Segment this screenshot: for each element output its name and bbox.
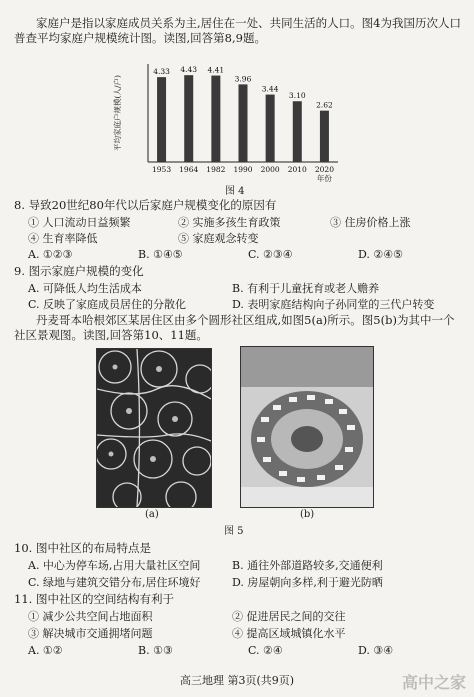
figure-5-caption: 图 5 [224, 526, 244, 537]
bar-1953 [157, 77, 166, 162]
x-tick-label-1982: 1982 [206, 165, 226, 174]
x-tick-label-1964: 1964 [179, 165, 199, 174]
q8-item-5: ⑤ 家庭观念转变 [178, 232, 259, 245]
data-label-2020: 2.62 [316, 100, 333, 110]
q8-choice-d[interactable]: D. ②④⑤ [358, 248, 404, 261]
x-axis-label: 年份 [316, 174, 332, 183]
q10-choice-b[interactable]: B. 通往外部道路较多,交通便利 [232, 559, 383, 572]
data-label-1953: 4.33 [153, 67, 170, 77]
bar-1964 [184, 75, 193, 162]
q11-item-3: ③ 解决城市交通拥堵问题 [28, 627, 153, 640]
figure-5b-landscape-image [240, 346, 374, 508]
q10-choice-d[interactable]: D. 房屋朝向多样,利于避光防晒 [232, 576, 383, 589]
data-label-1982: 4.41 [207, 65, 225, 75]
data-label-1964: 4.43 [180, 65, 198, 75]
bar-2020 [320, 111, 329, 162]
x-tick-label-2020: 2020 [314, 165, 334, 174]
data-label-2010: 3.10 [288, 91, 306, 101]
page-footer: 高三地理 第3页(共9页) [179, 674, 295, 687]
figure-5b-label: (b) [300, 509, 315, 520]
data-label-2000: 3.44 [261, 84, 279, 94]
q10-stem: 10. 图中社区的布局特点是 [14, 541, 151, 555]
figure-5a-label: (a) [145, 509, 159, 520]
q9-choice-b[interactable]: B. 有利于儿童抚育或老人赡养 [232, 282, 380, 295]
figure-5a-aerial-image [96, 348, 212, 508]
q9-choice-d[interactable]: D. 表明家庭结构向子孙同堂的三代户转变 [232, 298, 435, 311]
q11-item-4: ④ 提高区域城镇化水平 [232, 627, 346, 640]
q8-choice-a[interactable]: A. ①②③ [28, 248, 73, 261]
x-tick-label-2000: 2000 [260, 165, 280, 174]
q8-item-3: ③ 住房价格上涨 [330, 216, 411, 229]
bar-2000 [266, 95, 275, 162]
x-tick-label-1990: 1990 [233, 165, 253, 174]
q11-item-1: ① 减少公共空间占地面积 [28, 610, 153, 623]
q9-choice-c[interactable]: C. 反映了家庭成员居住的分散化 [28, 298, 187, 311]
bar-1990 [239, 84, 248, 162]
figure-4-caption: 图 4 [225, 186, 245, 197]
site-watermark: 高中之家 [401, 673, 466, 692]
x-tick-label-1953: 1953 [152, 165, 172, 174]
intro-paragraph-1: 家庭户是指以家庭成员关系为主,居住在一处、共同生活的人口。图4为我国历次人口普查平均家庭户规模统计图。读图,回答第8,9题。 [14, 16, 461, 45]
data-label-1990: 3.96 [234, 74, 252, 84]
bar-2010 [293, 101, 302, 162]
q10-choice-a[interactable]: A. 中心为停车场,占用大量社区空间 [28, 559, 201, 572]
bar-1982 [211, 76, 220, 162]
y-axis-label: 平均家庭户规模(人/户) [113, 75, 122, 151]
q11-stem: 11. 图中社区的空间结构有利于 [14, 592, 174, 606]
q11-choice-b[interactable]: B. ①③ [138, 644, 173, 657]
q8-item-1: ① 人口流动日益频繁 [28, 216, 131, 229]
q8-choice-b[interactable]: B. ①④⑤ [138, 248, 183, 261]
q9-stem: 9. 图示家庭户规模的变化 [14, 264, 144, 278]
q8-choice-c[interactable]: C. ②③④ [248, 248, 293, 261]
q8-item-2: ② 实施多孩生育政策 [178, 216, 281, 229]
x-tick-label-2010: 2010 [287, 165, 307, 174]
q11-item-2: ② 促进居民之间的交往 [232, 610, 346, 623]
q9-choice-a[interactable]: A. 可降低人均生活成本 [28, 282, 142, 295]
intro-paragraph-2: 丹麦哥本哈根郊区某居住区由多个圆形社区组成,如图5(a)所示。图5(b)为其中一个社区景观图。读图,回答第10、11题。 [14, 313, 455, 342]
q10-choice-c[interactable]: C. 绿地与建筑交错分布,居住环境好 [28, 576, 201, 589]
q8-stem: 8. 导致20世纪80年代以后家庭户规模变化的原因有 [14, 198, 277, 212]
q8-item-4: ④ 生育率降低 [28, 232, 98, 245]
q11-choice-d[interactable]: D. ③④ [358, 644, 394, 657]
q11-choice-c[interactable]: C. ②④ [248, 644, 283, 657]
household-size-chart [110, 58, 345, 183]
q11-choice-a[interactable]: A. ①② [28, 644, 63, 657]
